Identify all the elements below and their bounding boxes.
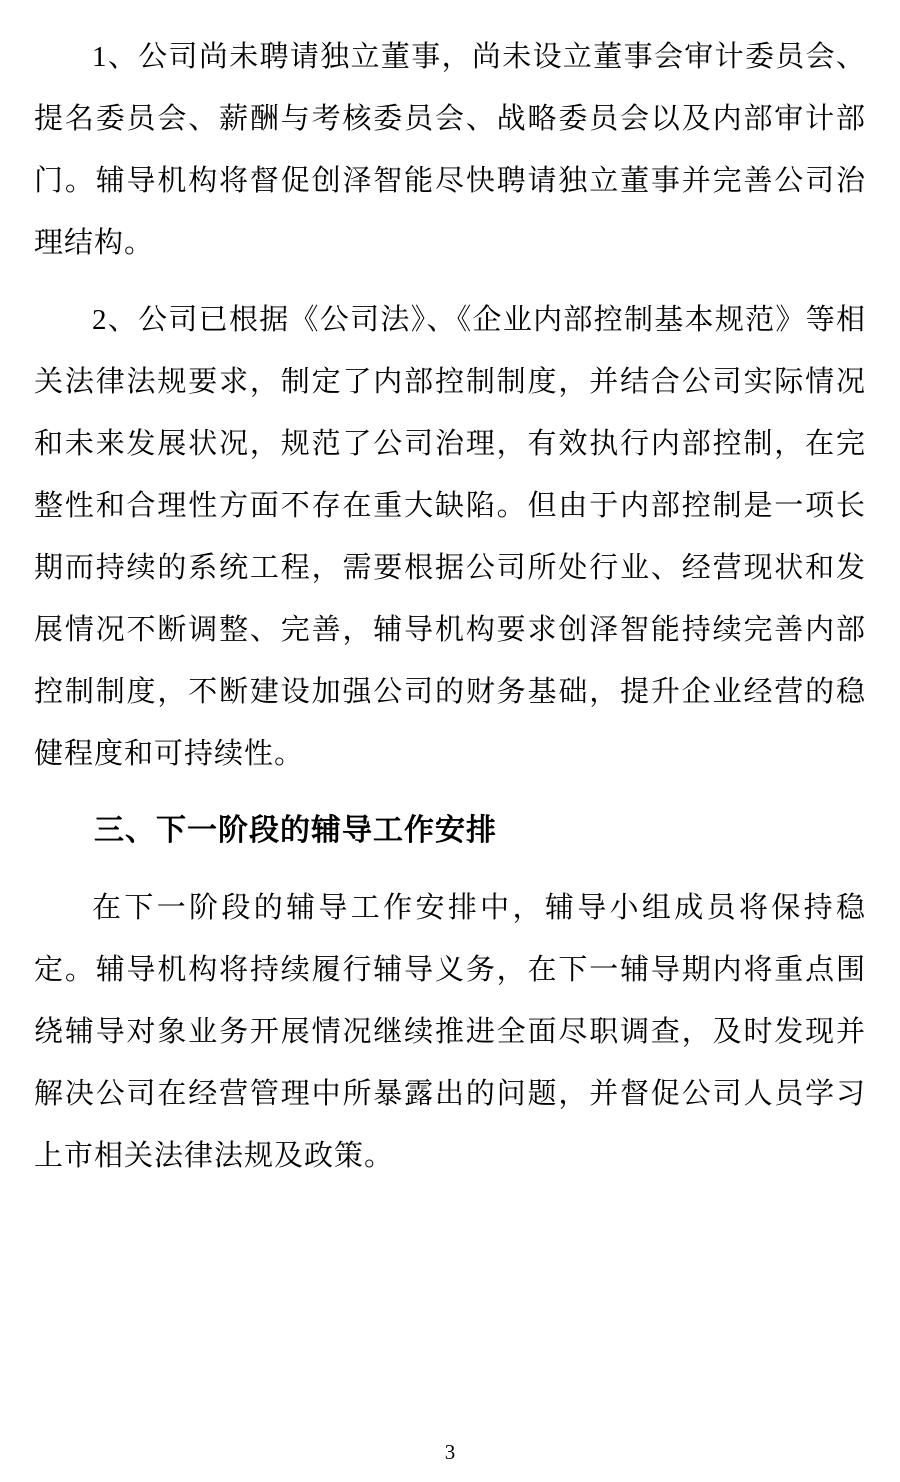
paragraph-independent-directors: 1、公司尚未聘请独立董事，尚未设立董事会审计委员会、提名委员会、薪酬与考核委员会、战略委员会以及内部审计部门。辅导机构将督促创泽智能尽快聘请独立董事并完善公司治理结构。 — [34, 41, 866, 259]
paragraph-internal-control: 2、公司已根据《公司法》、《企业内部控制基本规范》等相关法律法规要求，制定了内部控制制度，并结合公司实际情况和未来发展状况，规范了公司治理，有效执行内部控制，在完整性和合理性方面不存在重大缺陷。但由于内部控制是一项长期而持续的系统工程，需要根据公司所处行业、经营现状和发展情况不断调整、完善，辅导机构要求创泽智能持续完善内部控制制度，不断建设加强公司的财务基础，提升企业经营的稳健程度和可持续性。 — [34, 304, 866, 770]
page-number: 3 — [444, 1440, 456, 1464]
paragraph-next-phase-plan: 在下一阶段的辅导工作安排中，辅导小组成员将保持稳定。辅导机构将持续履行辅导义务，在下一辅导期内将重点围绕辅导对象业务开展情况继续推进全面尽职调查，及时发现并解决公司在经营管理中所暴露出的问题，并督促公司人员学习上市相关法律法规及政策。 — [34, 892, 866, 1172]
section-heading-next-phase: 三、下一阶段的辅导工作安排 — [94, 814, 497, 847]
